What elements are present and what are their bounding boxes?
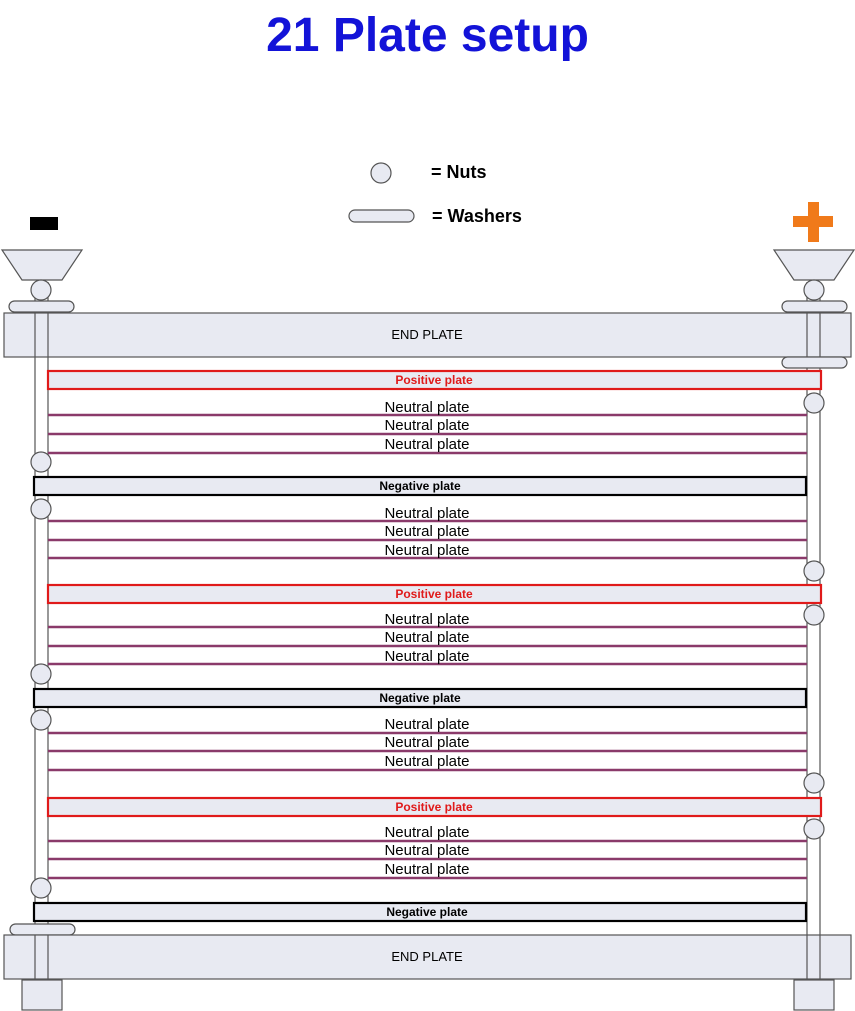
neutral-plate-label: Neutral plate — [384, 417, 470, 434]
neutral-plate-label: Neutral plate — [384, 399, 470, 416]
positive-plate-label: Positive plate — [395, 373, 473, 387]
neutral-plate-label: Neutral plate — [384, 611, 470, 628]
left-threaded-rod — [35, 282, 48, 980]
nut-icon — [31, 452, 51, 472]
neutral-plate-label: Neutral plate — [384, 716, 470, 733]
nut-icon — [804, 773, 824, 793]
neutral-plate-label: Neutral plate — [384, 523, 470, 540]
nut-icon — [31, 280, 51, 300]
positive-plate-label: Positive plate — [395, 800, 473, 814]
neutral-plate-label: Neutral plate — [384, 824, 470, 841]
washer-icon — [782, 301, 847, 312]
legend — [349, 162, 522, 226]
plus-icon — [793, 202, 833, 242]
neutral-plate-label: Neutral plate — [384, 648, 470, 665]
washer-icon — [10, 924, 75, 935]
nut-icon — [31, 710, 51, 730]
bottom-end-plate-label: END PLATE — [391, 949, 463, 964]
right-foot — [794, 980, 834, 1010]
positive-terminal-cap — [774, 250, 854, 280]
neutral-plate-label: Neutral plate — [384, 734, 470, 751]
neutral-plate-label: Neutral plate — [384, 542, 470, 559]
legend-washers-label: = Washers — [432, 206, 522, 226]
washer-icon — [782, 357, 847, 368]
nut-icon — [804, 561, 824, 581]
negative-plate-label: Negative plate — [386, 905, 468, 919]
nut-icon — [804, 819, 824, 839]
nut-icon — [804, 280, 824, 300]
left-foot — [22, 980, 62, 1010]
neutral-plate-label: Neutral plate — [384, 753, 470, 770]
page-title: 21 Plate setup — [266, 9, 589, 62]
negative-plate-label: Negative plate — [379, 691, 461, 705]
nut-icon — [31, 499, 51, 519]
washer-legend-icon — [349, 210, 414, 222]
negative-terminal-cap — [2, 250, 82, 280]
nut-icon — [31, 878, 51, 898]
washer-icon — [9, 301, 74, 312]
nut-icon — [31, 664, 51, 684]
neutral-plate-label: Neutral plate — [384, 861, 470, 878]
neutral-plate-label: Neutral plate — [384, 629, 470, 646]
top-end-plate-label: END PLATE — [391, 327, 463, 342]
negative-plate-label: Negative plate — [379, 479, 461, 493]
nut-icon — [804, 393, 824, 413]
neutral-plate-label: Neutral plate — [384, 505, 470, 522]
neutral-plate-label: Neutral plate — [384, 842, 470, 859]
positive-plate-label: Positive plate — [395, 587, 473, 601]
minus-icon — [30, 217, 58, 230]
legend-nuts-label: = Nuts — [431, 162, 487, 182]
nut-icon — [804, 605, 824, 625]
neutral-plate-label: Neutral plate — [384, 436, 470, 453]
nut-legend-icon — [371, 163, 391, 183]
